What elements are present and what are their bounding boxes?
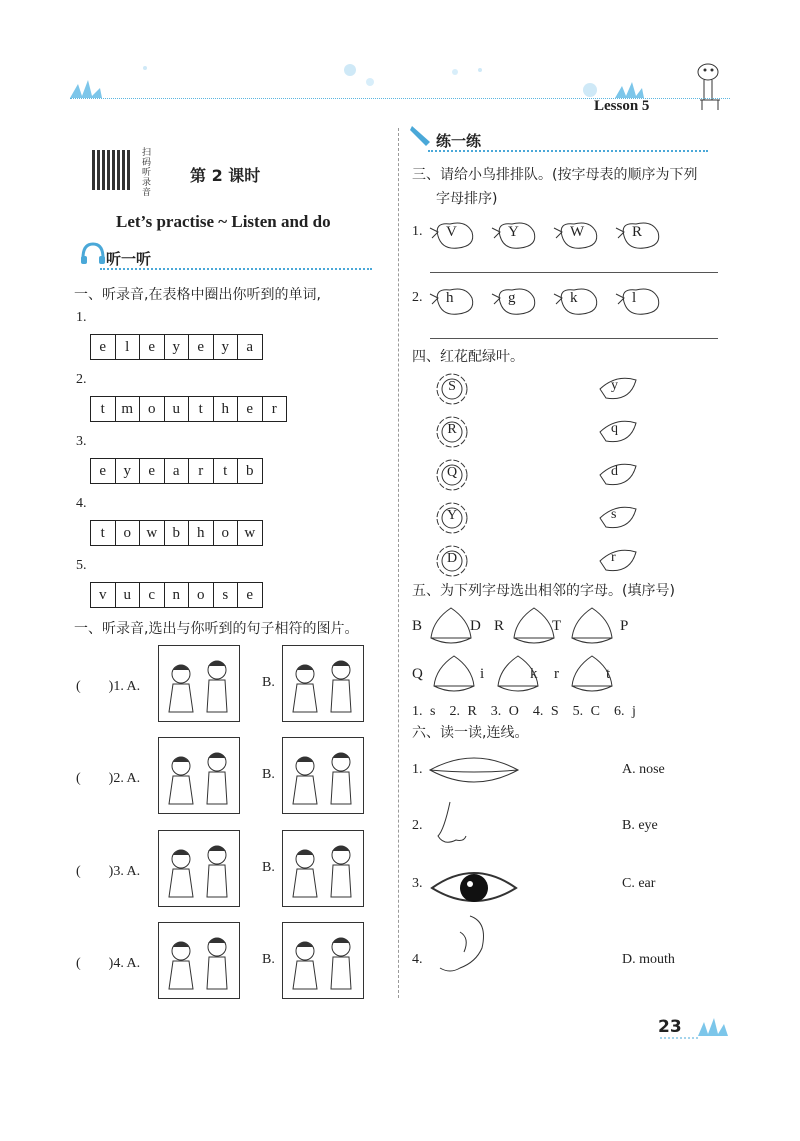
- bird-letter: R: [632, 224, 643, 240]
- match-word[interactable]: A. nose: [622, 762, 665, 777]
- bird-letter: l: [632, 290, 637, 306]
- grid-cell[interactable]: t: [189, 397, 214, 421]
- bird-letter: g: [508, 290, 516, 306]
- practice-heading-underline: [428, 150, 708, 153]
- grid-cell[interactable]: b: [165, 521, 190, 545]
- grid-cell[interactable]: e: [189, 335, 214, 359]
- grid-row-number: 2.: [76, 372, 87, 387]
- peach-row-letter: Q: [412, 666, 423, 682]
- part2-item-label: ( )4. A.: [76, 956, 141, 971]
- part2-item-label: ( )2. A.: [76, 771, 141, 786]
- peach-row-letter: B: [412, 618, 423, 634]
- part2-item-label: ( )1. A.: [76, 679, 141, 694]
- picture-option-a[interactable]: [158, 922, 240, 999]
- peach-answer-box[interactable]: [566, 602, 618, 648]
- headphones-icon: [80, 242, 106, 266]
- picture-option-b[interactable]: [282, 922, 364, 999]
- grid-cell[interactable]: y: [214, 335, 239, 359]
- letter-grid: [90, 458, 263, 484]
- listen-heading-text: 听一听: [106, 250, 152, 268]
- flower-letter: Y: [446, 508, 458, 523]
- grid-cell[interactable]: r: [271, 401, 277, 417]
- bird: [428, 284, 480, 318]
- page-number: 23: [658, 1017, 682, 1037]
- qr-code-icon: [92, 150, 132, 190]
- grid-cell[interactable]: y: [165, 335, 190, 359]
- grid-row-number: 4.: [76, 496, 87, 511]
- grid-row-number: 5.: [76, 558, 87, 573]
- header-decoration: [70, 58, 730, 103]
- part1-title: 一、听录音,在表格中圈出你听到的单词,: [74, 287, 321, 303]
- grid-cell[interactable]: u: [116, 583, 141, 607]
- peach-answer-box[interactable]: [508, 602, 560, 648]
- grid-cell[interactable]: e: [91, 459, 116, 483]
- mouth-icon[interactable]: [428, 750, 520, 794]
- bird: [428, 218, 480, 252]
- bird-letter: W: [570, 224, 585, 240]
- part2-option-b-label: B.: [262, 675, 275, 690]
- grid-cell[interactable]: h: [189, 521, 214, 545]
- grid-cell[interactable]: e: [91, 335, 116, 359]
- pencil-icon: [408, 122, 434, 148]
- bird-letter: k: [570, 290, 578, 306]
- match-word[interactable]: C. ear: [622, 876, 656, 891]
- grid-cell[interactable]: r: [189, 459, 214, 483]
- leaf-letter: s: [611, 507, 617, 522]
- picture-option-a[interactable]: [158, 645, 240, 722]
- part2-option-b-label: B.: [262, 952, 275, 967]
- part2-item-label: ( )3. A.: [76, 864, 141, 879]
- flower[interactable]: [435, 372, 469, 406]
- peach-row-letter: R: [494, 618, 505, 634]
- match-number: 2.: [412, 818, 423, 833]
- bird-letter: Y: [508, 224, 519, 240]
- grid-row-number: 3.: [76, 434, 87, 449]
- match-number: 4.: [412, 952, 423, 967]
- grid-cell[interactable]: w: [140, 521, 165, 545]
- leaf-letter: d: [611, 464, 618, 479]
- grid-cell[interactable]: l: [116, 335, 141, 359]
- grid-cell[interactable]: v: [91, 583, 116, 607]
- grid-cell[interactable]: t: [214, 459, 239, 483]
- grid-cell[interactable]: a: [246, 339, 254, 355]
- leaf-letter: y: [611, 378, 618, 393]
- picture-option-b[interactable]: [282, 830, 364, 907]
- peach-row-letter: t: [606, 666, 611, 682]
- grid-cell[interactable]: e: [140, 459, 165, 483]
- flower[interactable]: [435, 544, 469, 578]
- bird: [614, 284, 666, 318]
- peach-row-letter: k: [530, 666, 538, 682]
- peach-row-letter: D: [470, 618, 481, 634]
- bird: [490, 218, 542, 252]
- picture-option-b[interactable]: [282, 645, 364, 722]
- column-divider: [398, 128, 399, 998]
- part5-title: 五、为下列字母选出相邻的字母。(填序号): [412, 583, 675, 599]
- flower[interactable]: [435, 415, 469, 449]
- grid-cell[interactable]: h: [214, 397, 239, 421]
- letter-grid: [90, 396, 287, 422]
- bird: [490, 284, 542, 318]
- peach-answer-box[interactable]: [492, 650, 544, 696]
- part2-option-b-label: B.: [262, 767, 275, 782]
- peach-row-letter: r: [554, 666, 559, 682]
- grid-cell[interactable]: e: [140, 335, 165, 359]
- listen-heading-underline: [100, 268, 372, 271]
- ear-icon[interactable]: [430, 912, 490, 982]
- grid-cell[interactable]: o: [116, 521, 141, 545]
- flower[interactable]: [435, 501, 469, 535]
- match-number: 1.: [412, 762, 423, 777]
- leaf[interactable]: [596, 546, 638, 576]
- eye-icon[interactable]: [428, 858, 520, 916]
- grid-cell[interactable]: c: [140, 583, 165, 607]
- grid-cell[interactable]: o: [140, 397, 165, 421]
- match-word[interactable]: B. eye: [622, 818, 658, 833]
- answer-line: [430, 338, 718, 339]
- grid-cell[interactable]: s: [214, 583, 239, 607]
- leaf[interactable]: [596, 460, 638, 490]
- grid-cell[interactable]: b: [246, 463, 254, 479]
- answer-line: [430, 272, 718, 273]
- flower-letter: S: [448, 379, 456, 394]
- grid-cell[interactable]: n: [165, 583, 190, 607]
- leaf[interactable]: [596, 374, 638, 404]
- leaf[interactable]: [596, 417, 638, 447]
- qr-label: 扫码听录音: [142, 148, 152, 198]
- letter-grid: [90, 520, 263, 546]
- part2-title: 一、听录音,选出与你听到的句子相符的图片。: [74, 621, 359, 637]
- picture-option-b[interactable]: [282, 737, 364, 814]
- leaf[interactable]: [596, 503, 638, 533]
- flower-letter: R: [447, 422, 457, 437]
- letter-grid: [90, 334, 263, 360]
- picture-option-a[interactable]: [158, 737, 240, 814]
- grid-cell[interactable]: y: [116, 459, 141, 483]
- bird-letter: h: [446, 290, 454, 306]
- bird: [552, 284, 604, 318]
- grid-cell[interactable]: t: [91, 397, 116, 421]
- part5-options: 1. s 2. R 3. O 4. S 5. C 6. j: [412, 704, 636, 719]
- footer-decoration: [660, 1014, 732, 1040]
- leaf-letter: r: [611, 550, 616, 565]
- flower[interactable]: [435, 458, 469, 492]
- grid-cell[interactable]: u: [165, 397, 190, 421]
- grid-cell[interactable]: t: [91, 521, 116, 545]
- bird-letter: V: [446, 224, 457, 240]
- peach-answer-box[interactable]: [425, 602, 477, 648]
- match-word[interactable]: D. mouth: [622, 952, 675, 967]
- part2-option-b-label: B.: [262, 860, 275, 875]
- letter-grid: [90, 582, 263, 608]
- picture-option-a[interactable]: [158, 830, 240, 907]
- flower-letter: D: [446, 551, 458, 566]
- lesson-title: 第 2 课时: [190, 166, 261, 185]
- part4-title: 四、红花配绿叶。: [412, 349, 524, 365]
- page-subtitle: Let’s practise ~ Listen and do: [116, 212, 331, 231]
- peach-row-letter: i: [480, 666, 485, 682]
- peach-row-letter: T: [552, 618, 562, 634]
- grid-cell[interactable]: m: [116, 397, 141, 421]
- nose-icon[interactable]: [430, 800, 470, 854]
- peach-row-letter: P: [620, 618, 629, 634]
- grid-cell[interactable]: o: [189, 583, 214, 607]
- peach-answer-box[interactable]: [428, 650, 480, 696]
- grid-cell[interactable]: o: [214, 521, 239, 545]
- bird-row-number: 2.: [412, 290, 423, 305]
- grid-cell[interactable]: e: [238, 397, 263, 421]
- bird: [614, 218, 666, 252]
- part3-title-line2: 字母排序): [436, 191, 498, 207]
- grid-cell[interactable]: w: [244, 525, 256, 541]
- grid-cell[interactable]: a: [165, 459, 190, 483]
- grid-row-number: 1.: [76, 310, 87, 325]
- peach-answer-box[interactable]: [566, 650, 618, 696]
- leaf-letter: q: [611, 421, 618, 436]
- practice-heading-text: 练一练: [436, 132, 482, 150]
- flower-letter: Q: [446, 465, 458, 480]
- giraffe-icon: [690, 60, 728, 112]
- grid-cell[interactable]: e: [246, 587, 254, 603]
- bird: [552, 218, 604, 252]
- part6-title: 六、读一读,连线。: [412, 725, 529, 741]
- lesson-label: Lesson 5: [594, 98, 650, 114]
- bird-row-number: 1.: [412, 224, 423, 239]
- match-number: 3.: [412, 876, 423, 891]
- part3-title-line1: 三、请给小鸟排排队。(按字母表的顺序为下列: [412, 167, 698, 183]
